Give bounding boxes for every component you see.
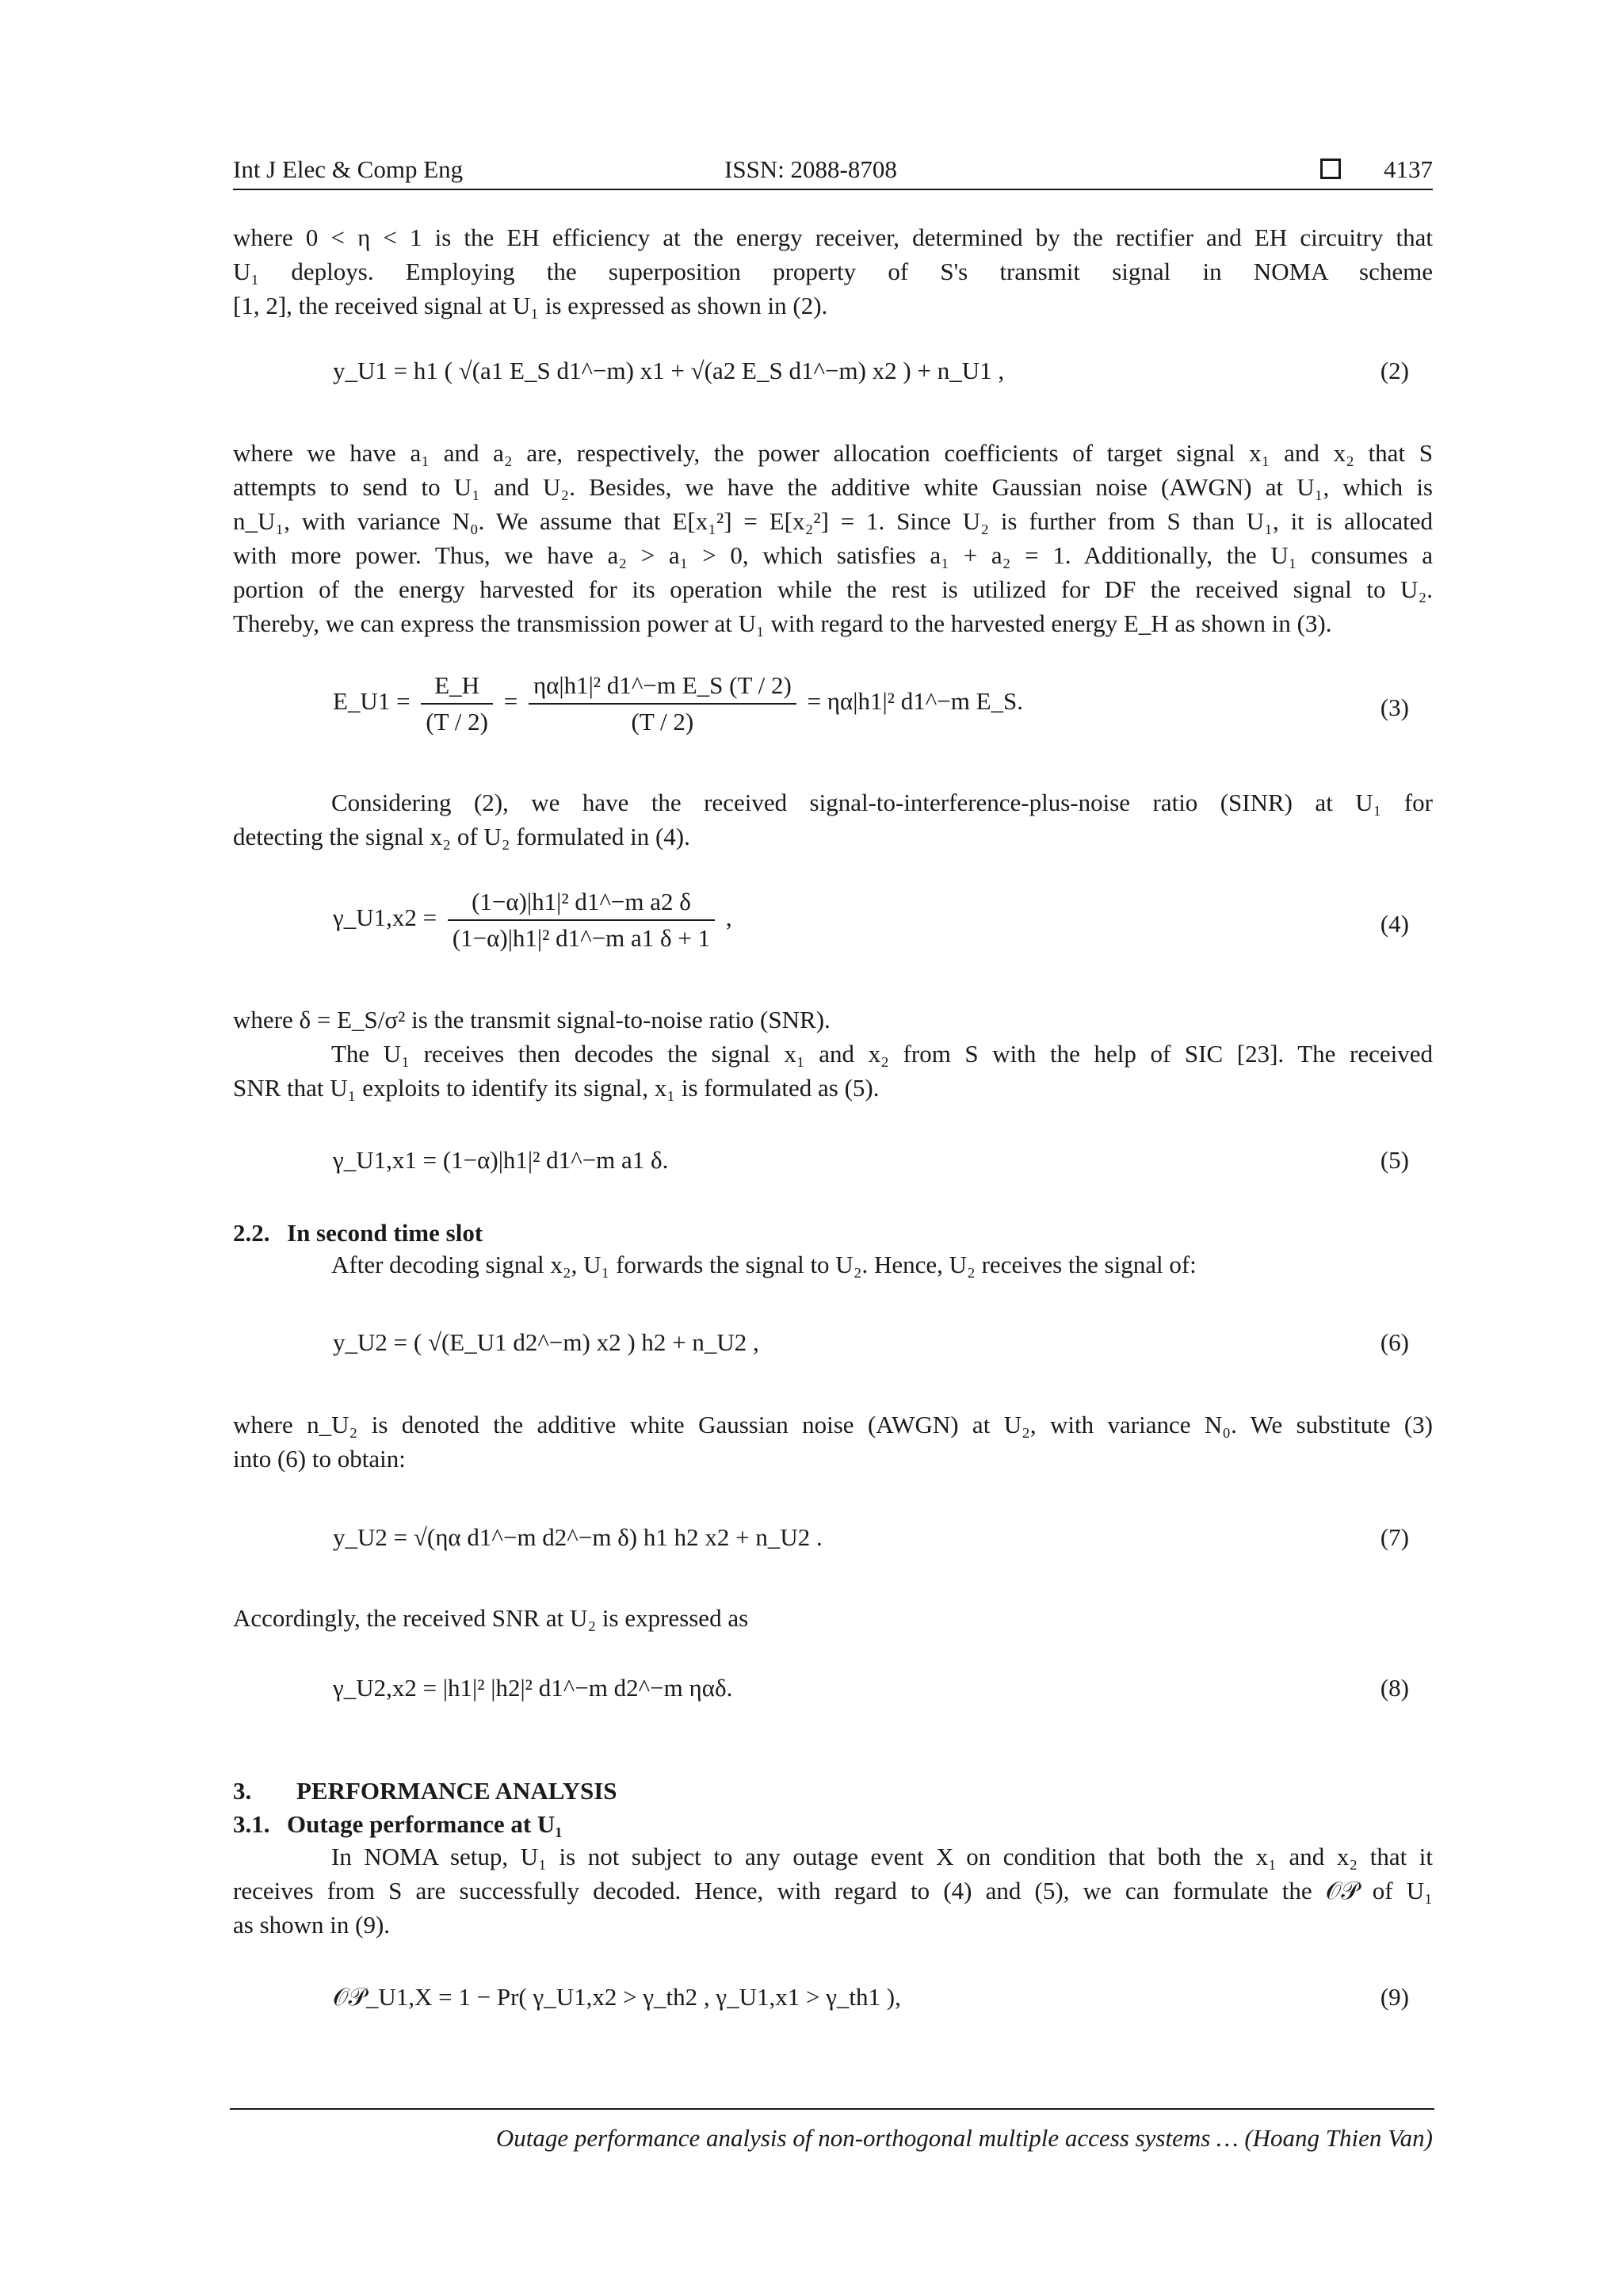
equation-7: y_U2 = √(ηα d1^−m d2^−m δ) h1 h2 x2 + n_U2 . [333,1523,823,1551]
eq3-rhs: = ηα|h1|² d1^−m E_S. [807,687,1024,716]
page-number-group [1320,155,1433,184]
box-icon [1320,159,1341,179]
eq3-f2-denominator: (T / 2) [631,708,694,735]
section-heading-2-2 [233,1217,483,1249]
equation-9: 𝒪𝒫_U1,X = 1 − Pr( γ_U1,x2 > γ_th2 , γ_U1,x1 > γ_th1 ), [333,1983,901,2011]
equation-number-9: (9) [1380,1983,1409,2011]
equation-8: γ_U2,x2 = |h1|² |h2|² d1^−m d2^−m ηαδ. [333,1674,733,1702]
text-line: Thereby, we can express the transmission power at U₁ with regard to the harvested energy E_H as shown in (3). [233,609,1332,637]
paragraph-4 [233,1003,1433,1037]
equation-2: y_U1 = h1 ( √(a1 E_S d1^−m) x1 + √(a2 E_S d1^−m) x2 ) + n_U1 , [333,357,1005,384]
section-title: PERFORMANCE ANALYSIS [296,1777,617,1805]
paragraph-1 [233,220,1433,323]
text-line: receives from S are successfully decoded. Hence, with regard to (4) and (5), we can formulate the 𝒪𝒫 of U₁ [233,1877,1433,1904]
paragraph-3 [233,785,1433,854]
text-line: where n_U₂ is denoted the additive white Gaussian noise (AWGN) at U₂, with variance N₀. We substitute (3) [233,1411,1433,1438]
eq4-denominator: (1−α)|h1|² d1^−m a1 δ + 1 [452,924,711,952]
header-rule [233,189,1433,190]
eq3-equals: = [503,687,518,716]
equation-3 [333,670,1023,738]
text-line: The U₁ receives then decodes the signal x₁ and x₂ from S with the help of SIC [23]. The received [331,1040,1433,1068]
text-line: SNR that U₁ exploits to identify its signal, x₁ is formulated as (5). [233,1074,880,1102]
eq4-tail: , [725,904,732,932]
paragraph-2 [233,436,1433,640]
text-line: detecting the signal x₂ of U₂ formulated in (4). [233,823,690,850]
section-heading-3-1 [233,1809,563,1840]
text-line: where we have a₁ and a₂ are, respectively, the power allocation coefficients of target signal x₁ and x₂ that S [233,439,1433,467]
equation-6: y_U2 = ( √(E_U1 d2^−m) x2 ) h2 + n_U2 , [333,1328,759,1356]
eq3-fraction-2 [529,670,796,738]
text-line: as shown in (9). [233,1911,391,1939]
section-title: In second time slot [287,1219,483,1247]
eq3-f1-numerator: E_H [421,670,493,705]
text-line: Considering (2), we have the received signal-to-interference-plus-noise ratio (SINR) at U₁ for [331,789,1433,816]
issn: ISSN: 2088-8708 [724,155,897,183]
equation-number-8: (8) [1380,1674,1409,1702]
running-footer: Outage performance analysis of non-orthogonal multiple access systems … (Hoang Thien Van) [495,2124,1433,2152]
equation-5: γ_U1,x1 = (1−α)|h1|² d1^−m a1 δ. [333,1146,669,1174]
equation-number-6: (6) [1380,1328,1409,1356]
equation-number-3: (3) [1380,693,1409,721]
text-line: After decoding signal x₂, U₁ forwards the signal to U₂. Hence, U₂ receives the signal of: [331,1251,1197,1278]
equation-number-5: (5) [1380,1146,1409,1174]
eq4-fraction [448,886,715,954]
paragraph-6 [233,1247,1433,1282]
text-line: [1, 2], the received signal at U₁ is expressed as shown in (2). [233,292,828,319]
eq4-lhs: γ_U1,x2 = [333,904,437,932]
text-line: where δ = E_S/σ² is the transmit signal-to-noise ratio (SNR). [233,1006,831,1033]
eq3-f2-numerator: ηα|h1|² d1^−m E_S (T / 2) [529,670,796,705]
eq3-lhs: E_U1 = [333,687,411,716]
text-line: U₁ deploys. Employing the superposition property of S's transmit signal in NOMA scheme [233,258,1433,285]
text-line: n_U₁, with variance N₀. We assume that E[x₁²] = E[x₂²] = 1. Since U₂ is further from S than U₁, it is allocated [233,507,1433,535]
text-line: Accordingly, the received SNR at U₂ is expressed as [233,1604,749,1632]
footer-rule [230,2108,1434,2110]
paragraph-9 [233,1839,1433,1942]
section-heading-3 [233,1775,617,1807]
equation-4 [333,886,732,954]
eq4-numerator: (1−α)|h1|² d1^−m a2 δ [448,886,715,921]
text-line: In NOMA setup, U₁ is not subject to any outage event X on condition that both the x₁ and x₂ that it [331,1843,1433,1870]
paragraph-7 [233,1408,1433,1476]
equation-number-2: (2) [1380,357,1409,384]
text-line: portion of the energy harvested for its operation while the rest is utilized for DF the received signal to U₂. [233,575,1433,603]
eq3-f1-denominator: (T / 2) [426,708,488,735]
paragraph-8 [233,1601,1433,1635]
text-line: with more power. Thus, we have a₂ > a₁ > 0, which satisfies a₁ + a₂ = 1. Additionally, the U₁ consumes a [233,541,1433,569]
text-line: attempts to send to U₁ and U₂. Besides, we have the additive white Gaussian noise (AWGN) at U₁, which is [233,473,1433,501]
equation-number-4: (4) [1380,910,1409,938]
text-line: where 0 < η < 1 is the EH efficiency at the energy receiver, determined by the rectifier and EH circuitry that [233,223,1433,251]
paragraph-5 [233,1037,1433,1105]
equation-number-7: (7) [1380,1523,1409,1551]
section-title: Outage performance at U₁ [287,1810,563,1838]
section-number: 3.1. [233,1810,270,1838]
section-number: 3. [233,1777,252,1805]
page-number: 4137 [1384,155,1433,183]
text-line: into (6) to obtain: [233,1445,406,1473]
section-number: 2.2. [233,1219,270,1247]
running-header [233,155,1433,190]
journal-name: Int J Elec & Comp Eng [233,155,464,183]
eq3-fraction-1 [421,670,493,738]
